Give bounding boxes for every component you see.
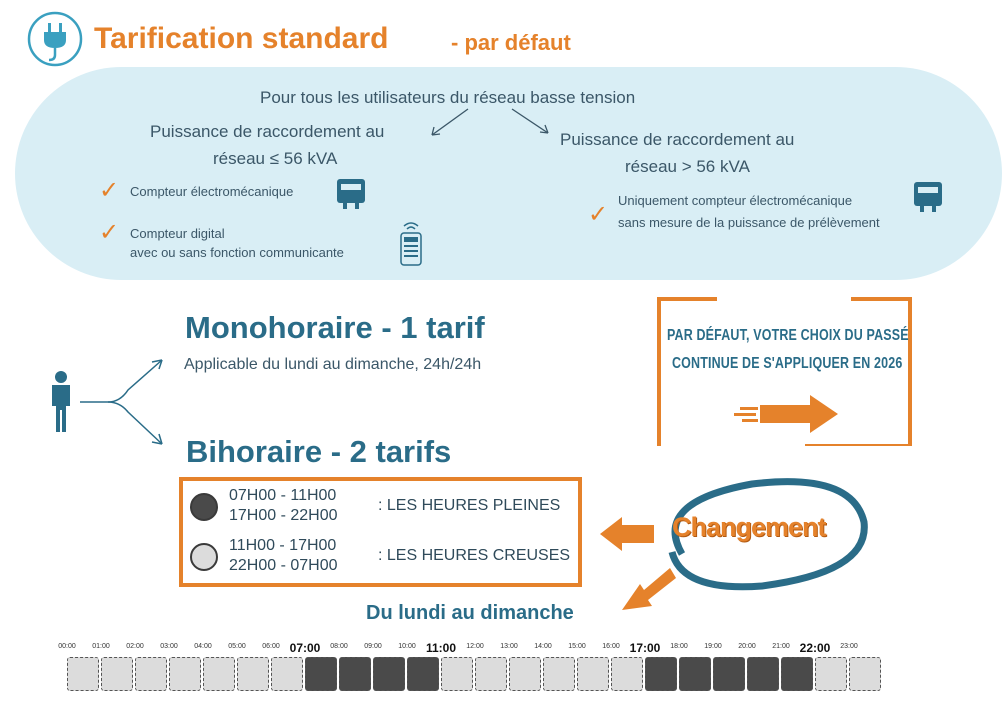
left-power-title: Puissance de raccordement au xyxy=(150,122,385,141)
hour-tick-label: 17:00 xyxy=(629,641,661,655)
hour-tick-label: 10:00 xyxy=(398,643,416,650)
default-notice-line: PAR DÉFAUT, VOTRE CHOIX DU PASSÉ xyxy=(667,327,909,344)
hour-segment xyxy=(543,657,575,691)
plug-icon xyxy=(27,11,83,67)
meter-item: Compteur digital xyxy=(130,226,225,241)
hour-segment xyxy=(169,657,201,691)
hour-tick-label: 05:00 xyxy=(228,643,246,650)
hour-tick-label: 07:00 xyxy=(289,641,321,655)
meter-item: avec ou sans fonction communicante xyxy=(130,245,344,260)
peak-dot xyxy=(190,493,218,521)
hour-segment xyxy=(237,657,269,691)
arrow-left-icon xyxy=(600,517,654,551)
meter-item: sans mesure de la puissance de prélèvement xyxy=(618,215,880,230)
hour-tick-label: 20:00 xyxy=(738,643,756,650)
hour-segment xyxy=(815,657,847,691)
page-subtitle: - par défaut xyxy=(451,30,571,55)
meter-item: Compteur électromécanique xyxy=(130,184,294,199)
hour-segment xyxy=(67,657,99,691)
hour-segment xyxy=(849,657,881,691)
checkmark-icon: ✓ xyxy=(99,177,120,204)
hour-segment xyxy=(781,657,813,691)
hour-segment xyxy=(339,657,371,691)
arrow-down-left-icon xyxy=(620,566,678,614)
hour-segment xyxy=(747,657,779,691)
hour-segment xyxy=(611,657,643,691)
hour-tick-label: 04:00 xyxy=(194,643,212,650)
hour-tick-label: 03:00 xyxy=(160,643,178,650)
hour-tick-label: 11:00 xyxy=(425,641,457,655)
checkmark-icon: ✓ xyxy=(99,219,120,246)
bihoraire-title: Bihoraire - 2 tarifs xyxy=(186,434,452,469)
peak-label: : LES HEURES PLEINES xyxy=(378,497,561,514)
right-power-title-line2: réseau > 56 kVA xyxy=(625,157,750,176)
hour-segment xyxy=(135,657,167,691)
monohoraire-title: Monohoraire - 1 tarif xyxy=(185,310,485,345)
hour-tick-label: 14:00 xyxy=(534,643,552,650)
hour-tick-label: 06:00 xyxy=(262,643,280,650)
week-label: Du lundi au dimanche xyxy=(366,602,574,624)
hour-tick-label: 15:00 xyxy=(568,643,586,650)
person-icon xyxy=(44,370,78,434)
hour-tick-label: 13:00 xyxy=(500,643,518,650)
hour-tick-label: 23:00 xyxy=(840,643,858,650)
meter-item: Uniquement compteur électromécanique xyxy=(618,193,853,208)
hour-tick-label: 19:00 xyxy=(704,643,722,650)
checkmark-icon: ✓ xyxy=(588,201,609,228)
page-title: Tarification standard xyxy=(94,22,389,55)
hour-tick-label: 18:00 xyxy=(670,643,688,650)
hour-segment xyxy=(577,657,609,691)
network-intro: Pour tous les utilisateurs du réseau basse tension xyxy=(260,88,636,107)
peak-hours: 17H00 - 22H00 xyxy=(229,507,338,524)
peak-hours: 07H00 - 11H00 xyxy=(229,487,337,504)
right-power-title: Puissance de raccordement au xyxy=(560,130,795,149)
hour-segment xyxy=(305,657,337,691)
electromechanical-meter-icon xyxy=(912,180,944,216)
hour-tick-label: 01:00 xyxy=(92,643,110,650)
hour-tick-label: 00:00 xyxy=(58,643,76,650)
default-notice-line: CONTINUE DE S'APPLIQUER EN 2026 xyxy=(672,355,903,372)
offpeak-hours: 11H00 - 17H00 xyxy=(229,537,337,554)
offpeak-label: : LES HEURES CREUSES xyxy=(378,547,571,564)
hour-segment xyxy=(441,657,473,691)
left-power-title-line2: réseau ≤ 56 kVA xyxy=(213,149,338,168)
hour-segment xyxy=(475,657,507,691)
hour-segment xyxy=(373,657,405,691)
hour-segment xyxy=(407,657,439,691)
hour-tick-label: 22:00 xyxy=(799,641,831,655)
hour-segment xyxy=(645,657,677,691)
branch-arrows xyxy=(76,350,176,450)
arrow-right-icon xyxy=(730,393,840,435)
monohoraire-desc: Applicable du lundi au dimanche, 24h/24h xyxy=(184,356,482,373)
hour-tick-label: 02:00 xyxy=(126,643,144,650)
offpeak-dot xyxy=(190,543,218,571)
hour-segment xyxy=(713,657,745,691)
hour-tick-label: 12:00 xyxy=(466,643,484,650)
electromechanical-meter-icon xyxy=(335,177,367,213)
hour-tick-label: 08:00 xyxy=(330,643,348,650)
split-arrows xyxy=(420,105,560,145)
offpeak-hours: 22H00 - 07H00 xyxy=(229,557,338,574)
hour-segment xyxy=(203,657,235,691)
hour-segment xyxy=(679,657,711,691)
hour-segment xyxy=(271,657,303,691)
hour-segment xyxy=(509,657,541,691)
change-label: Changement xyxy=(672,512,826,542)
digital-meter-icon xyxy=(398,220,424,268)
hour-tick-label: 16:00 xyxy=(602,643,620,650)
hour-tick-label: 21:00 xyxy=(772,643,790,650)
hour-tick-label: 09:00 xyxy=(364,643,382,650)
hour-segment xyxy=(101,657,133,691)
